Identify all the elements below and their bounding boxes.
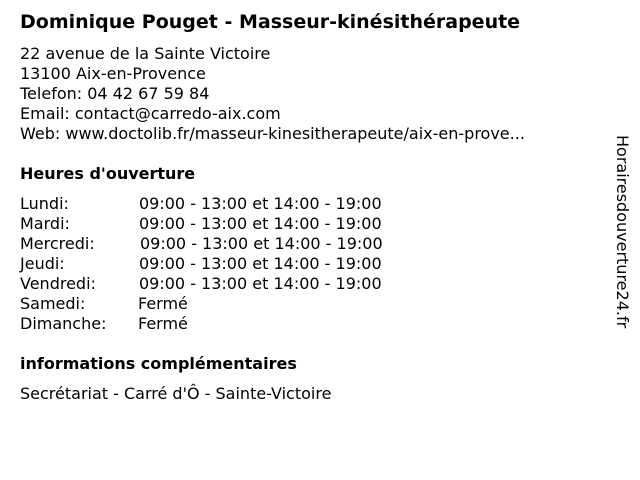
web-line: Web: www.doctolib.fr/masseur-kinesitherapeute/aix-en-prove... (20, 124, 525, 143)
day-label: Mercredi: (20, 234, 95, 253)
extra-info-heading: informations complémentaires (20, 354, 297, 373)
day-label: Dimanche: (20, 314, 107, 333)
hours-heading: Heures d'ouverture (20, 164, 196, 183)
day-label: Lundi: (20, 194, 69, 213)
time-value: Fermé (138, 294, 188, 313)
email-line: Email: contact@carredo-aix.com (20, 104, 281, 123)
watermark-text: Horairesdouverture24.fr (613, 135, 632, 329)
time-value: 09:00 - 13:00 et 14:00 - 19:00 (139, 254, 382, 273)
day-label: Jeudi: (20, 254, 65, 273)
time-value: 09:00 - 13:00 et 14:00 - 19:00 (139, 274, 382, 293)
address-line-2: 13100 Aix-en-Provence (20, 64, 206, 83)
day-label: Samedi: (20, 294, 86, 313)
time-value: 09:00 - 13:00 et 14:00 - 19:00 (139, 194, 382, 213)
time-value: 09:00 - 13:00 et 14:00 - 19:00 (139, 214, 382, 233)
time-value: 09:00 - 13:00 et 14:00 - 19:00 (140, 234, 383, 253)
time-value: Fermé (138, 314, 188, 333)
extra-info-text: Secrétariat - Carré d'Ô - Sainte-Victoire (20, 384, 332, 403)
contact-block (20, 44, 525, 144)
address-line-1: 22 avenue de la Sainte Victoire (20, 44, 271, 63)
phone-line: Telefon: 04 42 67 59 84 (20, 84, 210, 103)
page-title: Dominique Pouget - Masseur-kinésithérapeute (20, 11, 521, 33)
day-label: Vendredi: (20, 274, 96, 293)
day-label: Mardi: (20, 214, 70, 233)
